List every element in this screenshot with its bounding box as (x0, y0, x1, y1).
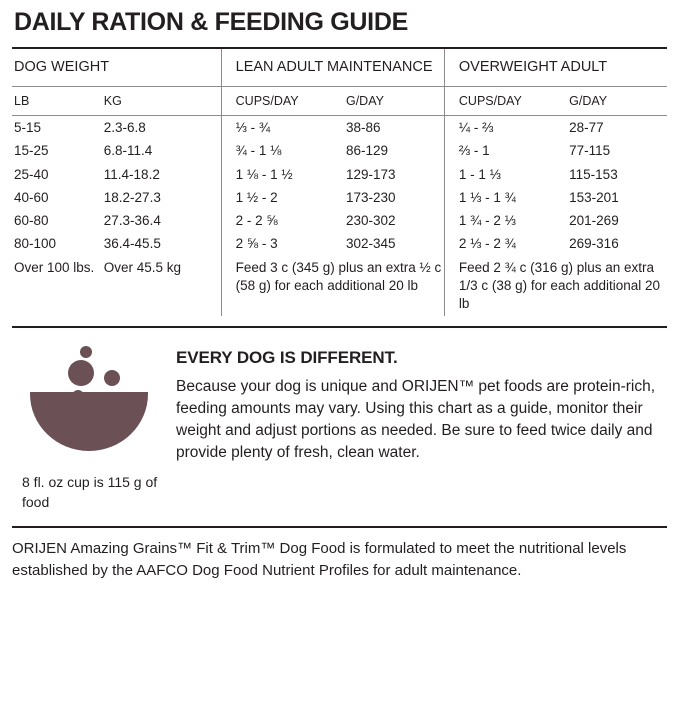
kibble-piece-icon (104, 370, 120, 386)
kibble-piece-icon (68, 360, 94, 386)
group-header-lean-adult: LEAN ADULT MAINTENANCE (221, 49, 444, 87)
cell-lb: 40-60 (14, 189, 49, 205)
cup-caption: 8 fl. oz cup is 115 g of food (22, 473, 158, 510)
cell-kg: 18.2-27.3 (103, 189, 161, 205)
table-row (12, 116, 667, 140)
sub-header-lean-cups: CUPS/DAY (221, 87, 346, 116)
cell-lb: 15-25 (14, 143, 49, 159)
sub-header-lb: LB (12, 87, 104, 116)
table-row (12, 163, 667, 186)
cell-kg-over-100: Over 45.5 kg (103, 259, 182, 275)
cell-lean-g: 129-173 (345, 166, 396, 182)
cell-over-g: 201-269 (569, 213, 619, 229)
cell-lean-cups: 1 ⅛ - 1 ½ (221, 163, 346, 186)
table-row (12, 186, 667, 209)
sub-header-over-g: G/DAY (569, 87, 667, 116)
table-row-over-100 (12, 256, 667, 316)
cell-lb: 25-40 (14, 166, 49, 182)
cell-kg: 27.3-36.4 (103, 213, 161, 229)
cell-lb: 80-100 (14, 236, 57, 252)
cell-lb: 60-80 (14, 213, 49, 229)
kibble-piece-icon (80, 346, 92, 358)
cell-over-g: 77-115 (569, 143, 611, 159)
every-dog-section (12, 328, 667, 519)
cell-over-cups: ⅔ - 1 (444, 139, 569, 162)
cell-kg: 2.3-6.8 (104, 116, 221, 140)
cell-over-g: 269-316 (569, 236, 619, 252)
daily-ration-table (12, 49, 667, 316)
cell-lean-note: Feed 3 c (345 g) plus an extra ½ c (58 g) for each additional 20 lb (221, 256, 444, 316)
every-dog-body: Because your dog is unique and ORIJEN™ pet foods are protein-rich, feeding amounts may vary. Using this chart as a guide, monitor their weight and adjust portions as needed. Be sure to feed twice daily and provide plenty of fresh, clean water. (176, 377, 656, 461)
cell-over-g: 115-153 (569, 166, 618, 182)
cell-over-note: Feed 2 ¾ c (316 g) plus an extra 1/3 c (38 g) for each additional 20 lb (444, 256, 667, 316)
page-title: DAILY RATION & FEEDING GUIDE (14, 8, 408, 36)
table-sub-header-row (12, 87, 667, 116)
cell-over-cups: 2 ⅓ - 2 ¾ (444, 232, 569, 255)
cell-lean-g: 230-302 (345, 213, 396, 229)
sub-header-lean-g: G/DAY (346, 87, 444, 116)
feeding-guide-page (0, 8, 679, 706)
cell-over-g: 28-77 (569, 116, 667, 140)
cell-kg: 6.8-11.4 (103, 143, 153, 159)
group-header-overweight-adult: OVERWEIGHT ADULT (444, 49, 667, 87)
table-row (12, 209, 667, 232)
cell-kg: 11.4-18.2 (103, 166, 160, 182)
cell-lean-cups: 2 ⅝ - 3 (221, 232, 346, 255)
table-row (12, 232, 667, 255)
every-dog-heading: EVERY DOG IS DIFFERENT. (176, 347, 398, 367)
table-row (12, 139, 667, 162)
cell-over-cups: 1 ⅓ - 1 ¾ (444, 186, 569, 209)
cell-over-cups: 1 - 1 ⅓ (444, 163, 569, 186)
cell-lb: 5-15 (12, 116, 104, 140)
cell-kg: 36.4-45.5 (103, 236, 161, 252)
cup-column (12, 344, 162, 513)
bowl-shape-icon (30, 392, 148, 451)
cell-lean-g: 86-129 (345, 143, 389, 159)
every-dog-text-column (176, 344, 667, 513)
aafco-statement: ORIJEN Amazing Grains™ Fit & Trim™ Dog Food is formulated to meet the nutritional levels established by the AAFCO Dog Food Nutrient Profiles for adult maintenance. (12, 540, 627, 579)
cell-lb-over-100: Over 100 lbs. (14, 259, 95, 275)
food-bowl-icon (18, 344, 158, 464)
cell-lean-g: 38-86 (346, 116, 444, 140)
sub-header-kg: KG (104, 87, 221, 116)
cell-lean-g: 173-230 (345, 189, 396, 205)
cell-over-g: 153-201 (569, 189, 619, 205)
group-header-dog-weight: DOG WEIGHT (14, 59, 110, 75)
sub-header-over-cups: CUPS/DAY (444, 87, 569, 116)
cell-lean-cups: 1 ½ - 2 (221, 186, 346, 209)
table-group-header-row (12, 49, 667, 87)
cell-lean-cups: ¾ - 1 ⅛ (221, 139, 346, 162)
cell-over-cups: 1 ¾ - 2 ⅓ (444, 209, 569, 232)
cell-lean-cups: ⅓ - ¾ (221, 116, 346, 140)
cell-lean-cups: 2 - 2 ⅝ (221, 209, 346, 232)
cell-lean-g: 302-345 (345, 236, 396, 252)
cell-over-cups: ¼ - ⅔ (444, 116, 569, 140)
